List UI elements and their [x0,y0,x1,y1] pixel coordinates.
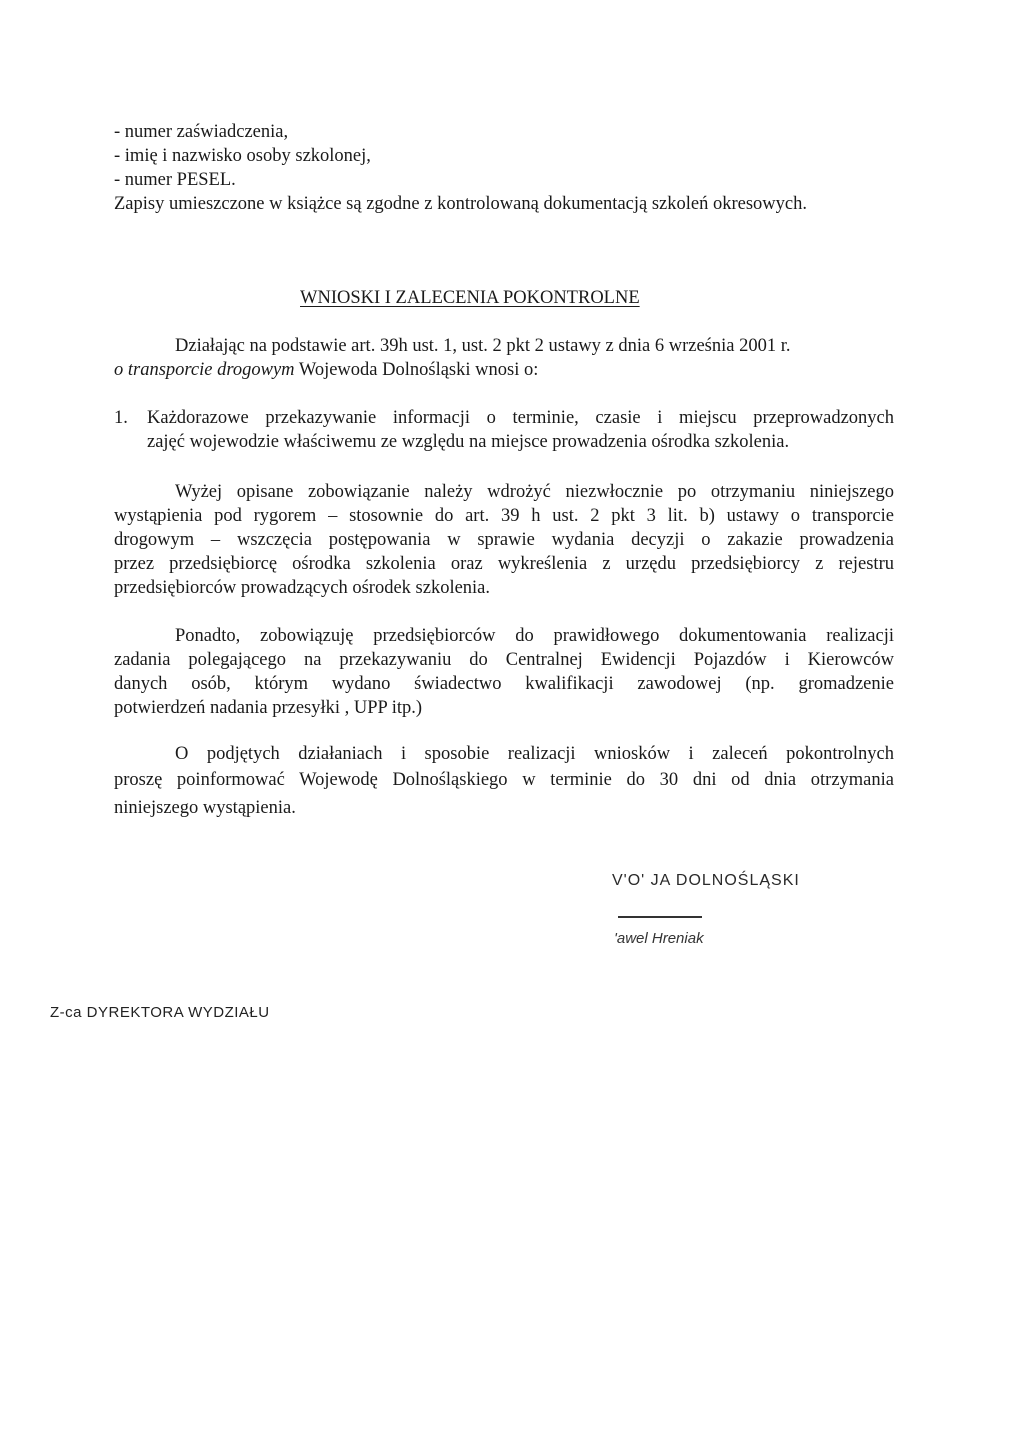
list-item: - numer PESEL. [114,170,236,190]
signature-title: V'O' JA DOLNOŚLĄSKI [612,872,800,889]
director-stamp: Z-ca DYREKTORA WYDZIAŁU [50,1004,270,1021]
intro-line-2-rest: Wojewoda Dolnośląski wnosi o: [298,360,539,380]
signature-name: 'awel Hreniak [614,930,704,947]
moreover-line-3: danych osób, którym wydano świadectwo kwalifikacji zawodowej (np. gromadzenie [114,674,894,694]
point-1-line-1: Każdorazowe przekazywanie informacji o terminie, czasie i miejscu przeprowadzonych [147,408,894,428]
list-item: - imię i nazwisko osoby szkolonej, [114,146,371,166]
moreover-line-2: zadania polegającego na przekazywaniu do Centralnej Ewidencji Pojazdów i Kierowców [114,650,894,670]
obligation-line-5: przedsiębiorców prowadzących ośrodek szkolenia. [114,578,491,598]
obligation-line-2: wystąpienia pod rygorem – stosownie do art. 39 h ust. 2 pkt 3 lit. b) ustawy o transporcie [114,506,894,526]
inform-line-2: proszę poinformować Wojewodę Dolnośląskiego w terminie do 30 dni od dnia otrzymania [114,770,894,790]
point-1-number: 1. [114,408,128,428]
moreover-line-1: Ponadto, zobowiązuję przedsiębiorców do prawidłowego dokumentowania realizacji [175,626,894,646]
obligation-line-3: drogowym – wszczęcia postępowania w sprawie wydania decyzji o zakazie prowadzenia [114,530,894,550]
intro-line-1: Działając na podstawie art. 39h ust. 1, ust. 2 pkt 2 ustawy z dnia 6 września 2001 r. [175,336,791,356]
inform-line-1: O podjętych działaniach i sposobie realizacji wniosków i zaleceń pokontrolnych [175,744,894,764]
act-title: o transporcie drogowym [114,360,295,380]
intro-line-2 [114,358,538,382]
list-item: - numer zaświadczenia, [114,122,289,142]
obligation-line-1: Wyżej opisane zobowiązanie należy wdrożyć niezwłocznie po otrzymaniu niniejszego [175,482,894,502]
section-heading: WNIOSKI I ZALECENIA POKONTROLNE [300,288,640,308]
inform-line-3: niniejszego wystąpienia. [114,798,296,818]
moreover-line-4: potwierdzeń nadania przesyłki , UPP itp.) [114,698,423,718]
signature-line [618,916,702,918]
records-note: Zapisy umieszczone w książce są zgodne z kontrolowaną dokumentacją szkoleń okresowych. [114,194,807,214]
obligation-line-4: przez przedsiębiorcę ośrodka szkolenia oraz wykreślenia z urzędu przedsiębiorcy z rejestru [114,554,894,574]
point-1-line-2: zajęć wojewodzie właściwemu ze względu na miejsce prowadzenia ośrodka szkolenia. [147,432,790,452]
